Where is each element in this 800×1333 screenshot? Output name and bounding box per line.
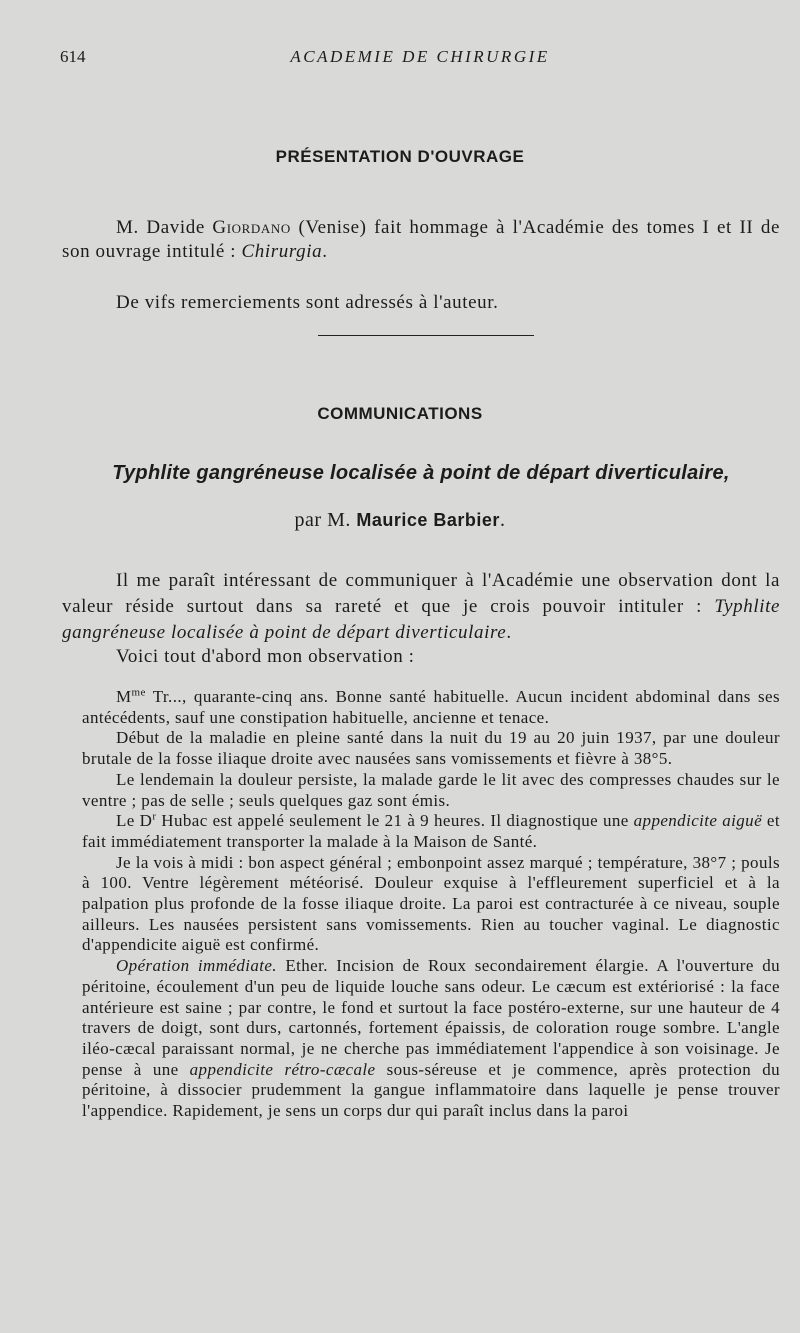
- obs-paragraph-1: $M^{me}$ Tr..., quarante-cinq ans. Bonne santé habituelle. Aucun incident abdominal dans ses antécédents, sauf une constipation habituelle, ancienne et tenace.: [82, 686, 780, 727]
- obs-paragraph-5: Je la vois à midi : bon aspect général ; embonpoint assez marqué ; température, 38°7 ; pouls à 100. Ventre légèrement météorisé. Douleur exquise à l'effleurement superficiel et à la palpation plus profonde de la fosse iliaque droite. La paroi est contracturée à ce niveau, souple ailleurs. Les nausées persistent sans vomissements. Rien au toucher vaginal. Le diagnostic d'appendicite aiguë est confirmé.: [82, 852, 780, 955]
- journal-title: ACADEMIE DE CHIRURGIE: [290, 47, 550, 66]
- article-title: Typhlite gangréneuse localisée à point de départ diverticulaire,: [112, 462, 730, 484]
- presentation-thanks: De vifs remerciements sont adressés à l'auteur.: [116, 292, 499, 313]
- obs-paragraph-4: Le $D^r$ Hubac est appelé seulement le 21 à 9 heures. Il diagnostique une appendicite aiguë et fait immédiatement transporter la malade à la Maison de Santé.: [82, 810, 781, 851]
- running-header: [60, 47, 780, 73]
- article-intro-2: Voici tout d'abord mon observation :: [116, 646, 415, 667]
- article-byline: par M. Maurice Barbier.: [294, 509, 506, 531]
- observation-text: [82, 687, 780, 1122]
- section-divider: [318, 335, 534, 336]
- obs-paragraph-3: Le lendemain la douleur persiste, la malade garde le lit avec des compresses chaudes sur le ventre ; pas de selle ; seuls quelques gaz sont émis.: [82, 769, 780, 810]
- article-intro: Il me paraît intéressant de communiquer à l'Académie une observation dont la valeur réside surtout dans sa rareté et que je crois pouvoir intituler : Typhlite gangréneuse localisée à point de départ diverticulaire.: [62, 570, 780, 643]
- presentation-paragraph: M. Davide Giordano (Venise) fait hommage à l'Académie des tomes I et II de son ouvrage intitulé : Chirurgia.: [62, 217, 780, 262]
- communications-heading: COMMUNICATIONS: [317, 404, 483, 423]
- presentation-heading: PRÉSENTATION D'OUVRAGE: [275, 147, 525, 166]
- obs-paragraph-6: Opération immédiate. Ether. Incision de Roux secondairement élargie. A l'ouverture du péritoine, écoulement d'un peu de liquide louche sans odeur. Le cæcum est extériorisé : la face antérieure est saine ; par contre, le fond et surtout la face postéro-externe, sur une hauteur de 4 travers de doigt, sont durs, cartonnés, fortement épaissis, de coloration rouge sombre. L'angle iléo-cæcal paraissant normal, je ne cherche pas immédiatement l'appendice à son voisinage. Je pense à une appendicite rétro-cæcale sous-séreuse et je commence, après protection du péritoine, à dissocier prudemment la gangue inflammatoire dans laquelle je pense trouver l'appendice. Rapidement, je sens un corps dur qui paraît inclus dans la paroi: [82, 956, 781, 1121]
- obs-paragraph-2: Début de la maladie en pleine santé dans la nuit du 19 au 20 juin 1937, par une douleur brutale de la fosse iliaque droite avec nausées sans vomissements et fièvre à 38°5.: [82, 728, 780, 769]
- page-number: 614: [60, 47, 86, 66]
